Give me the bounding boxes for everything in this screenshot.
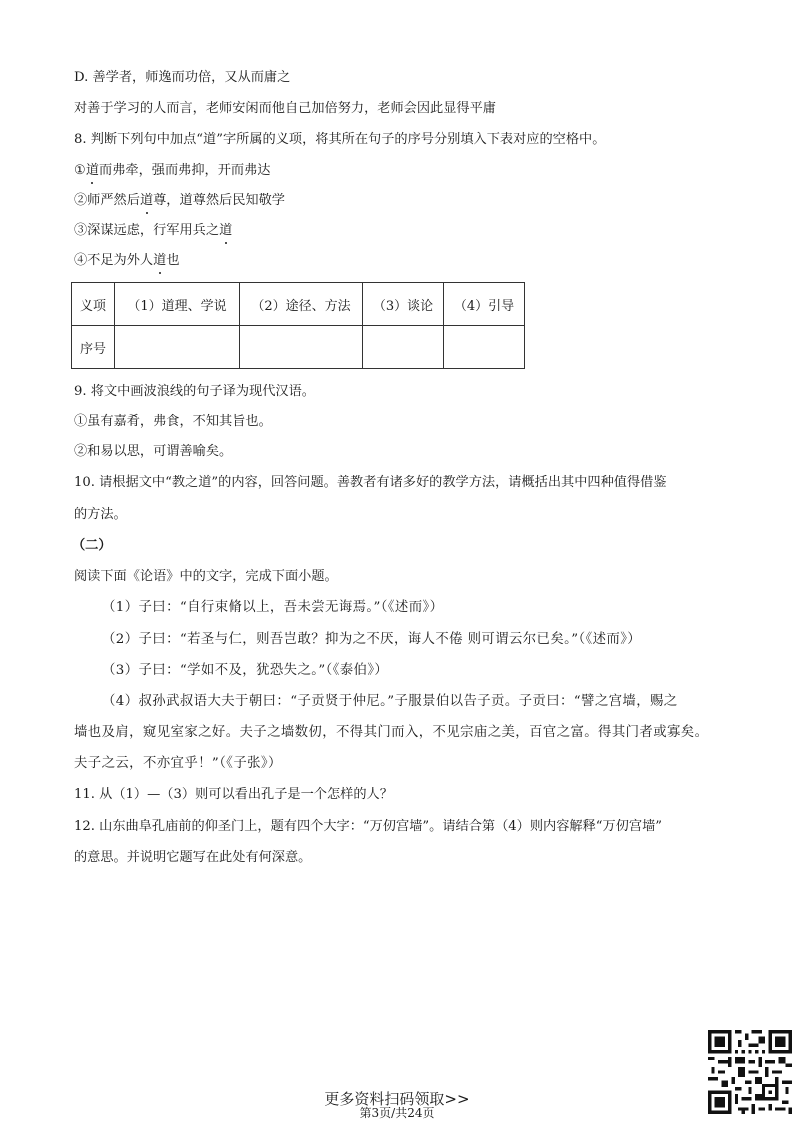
answer-cell[interactable] [444, 326, 525, 369]
question-10-continued: 的方法。 [74, 507, 127, 522]
translate-sentence-2: ②和易以思，可谓善喻矣。 [74, 444, 233, 459]
table-row [72, 283, 525, 326]
table-header-cell: （2）途径、方法 [240, 283, 363, 326]
option-d-translation: 对善于学习的人而言，老师安闲而他自己加倍努力，老师会因此显得平庸 [74, 101, 496, 116]
sentence-4: ④不足为外人道也 [74, 251, 180, 271]
analects-passage-4-end: 夫子之云，不亦宜乎！”（《子张》） [74, 756, 282, 771]
table-header-cell: （1）道理、学说 [115, 283, 240, 326]
sentence-1: ①道而弗牵，强而弗抑，开而弗达 [74, 161, 270, 181]
analects-passage-4-continued: 墙也及肩，窥见室家之好。夫子之墙数仞，不得其门而入，不见宗庙之美，百官之富。得其门者或寡矣。 [74, 725, 709, 740]
section-heading: （二） [72, 538, 112, 553]
question-9: 9. 将文中画波浪线的句子译为现代汉语。 [74, 384, 315, 399]
more-resources-link[interactable]: 更多资料扫码领取>> [324, 1090, 470, 1108]
analects-passage-2: （2）子曰：“若圣与仁，则吾岂敢？抑为之不厌，诲人不倦 则可谓云尔已矣。”（《述而》） [102, 632, 642, 647]
analects-passage-3: （3）子曰：“学如不及，犹恐失之。”（《泰伯》） [102, 663, 389, 678]
analects-passage-4: （4）叔孙武叔语大夫于朝曰：“子贡贤于仲尼。”子服景伯以告子贡。子贡曰：“譬之宫墙，赐之 [102, 694, 678, 709]
answer-cell[interactable] [115, 326, 240, 369]
dotted-character: 道 [86, 161, 99, 181]
dotted-character: 道 [140, 191, 153, 211]
reading-instruction: 阅读下面《论语》中的文字，完成下面小题。 [74, 569, 338, 584]
dotted-character: 道 [219, 221, 232, 241]
analects-passage-1: （1）子曰：“自行束脩以上，吾未尝无诲焉。”（《述而》） [102, 600, 444, 615]
question-10: 10. 请根据文中“教之道”的内容，回答问题。善教者有诸多好的教学方法，请概括出其中四种值得借鉴 [74, 475, 667, 490]
sentence-3: ③深谋远虑，行军用兵之道 [74, 221, 232, 241]
table-header-cell: （3）谈论 [363, 283, 444, 326]
table-header-cell: 义项 [72, 283, 115, 326]
translate-sentence-1: ①虽有嘉肴，弗食，不知其旨也。 [74, 414, 272, 429]
table-header-cell: （4）引导 [444, 283, 525, 326]
sentence-2: ②师严然后道尊，道尊然后民知敬学 [74, 191, 285, 211]
answer-cell[interactable] [363, 326, 444, 369]
table-row [72, 326, 525, 369]
table-label-cell: 序号 [72, 326, 115, 369]
meaning-table [71, 282, 525, 369]
question-11: 11. 从（1）—（3）则可以看出孔子是一个怎样的人？ [74, 787, 393, 802]
question-12-continued: 的意思。并说明它题写在此处有何深意。 [74, 850, 312, 865]
answer-cell[interactable] [240, 326, 363, 369]
question-12: 12. 山东曲阜孔庙前的仰圣门上，题有四个大字：“万仞宫墙”。请结合第（4）则内容解释“万仞宫墙” [74, 819, 663, 834]
question-8: 8. 判断下列句中加点“道”字所属的义项，将其所在句子的序号分别填入下表对应的空格中。 [74, 132, 606, 147]
dotted-character: 道 [153, 251, 166, 271]
option-d: D. 善学者，师逸而功倍，又从而庸之 [74, 70, 291, 85]
page-number: 第3页/共24页 [359, 1106, 435, 1120]
